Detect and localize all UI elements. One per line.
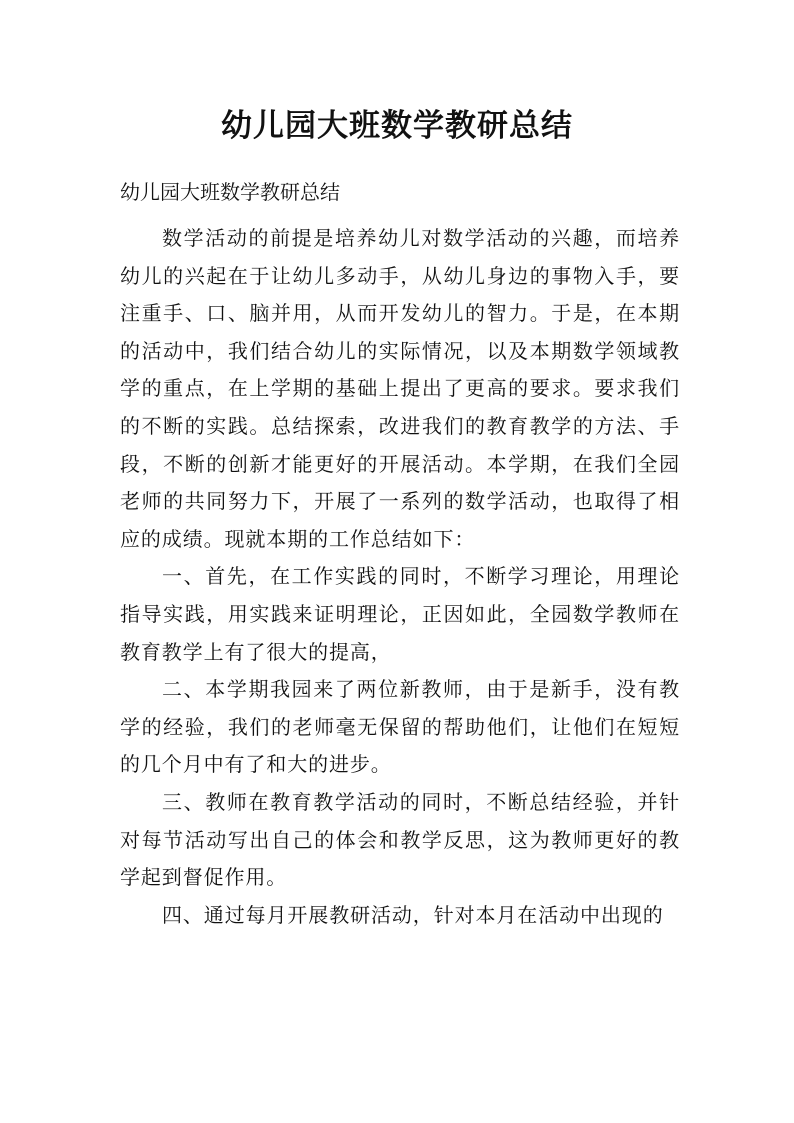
- document-body: [120, 220, 680, 934]
- paragraph-point-3: 三、教师在教育教学活动的同时，不断总结经验，并针对每节活动写出自己的体会和教学反思，这为教师更好的教学起到督促作用。: [120, 789, 680, 890]
- document-title: 幼儿园大班数学教研总结: [221, 108, 573, 144]
- document-subtitle: 幼儿园大班数学教研总结: [120, 180, 340, 204]
- paragraph-point-2: 二、本学期我园来了两位新教师，由于是新手，没有教学的经验，我们的老师毫无保留的帮助他们，让他们在短短的几个月中有了和大的进步。: [120, 677, 680, 777]
- paragraph-point-1: 一、首先，在工作实践的同时，不断学习理论，用理论指导实践，用实践来证明理论，正因如此，全园数学教师在教育教学上有了很大的提高，: [120, 564, 680, 664]
- paragraph-point-4: 四、通过每月开展教研活动，针对本月在活动中出现的: [162, 902, 664, 927]
- paragraph-intro: 数学活动的前提是培养幼儿对数学活动的兴趣，而培养幼儿的兴起在于让幼儿多动手，从幼儿身边的事物入手，要注重手、口、脑并用，从而开发幼儿的智力。于是，在本期的活动中，我们结合幼儿的实际情况，以及本期数学领域教学的重点，在上学期的基础上提出了更高的要求。要求我们的不断的实践。总结探索，改进我们的教育教学的方法、手段，不断的创新才能更好的开展活动。本学期，在我们全园老师的共同努力下，开展了一系列的数学活动，也取得了相应的成绩。现就本期的工作总结如下：: [120, 226, 680, 551]
